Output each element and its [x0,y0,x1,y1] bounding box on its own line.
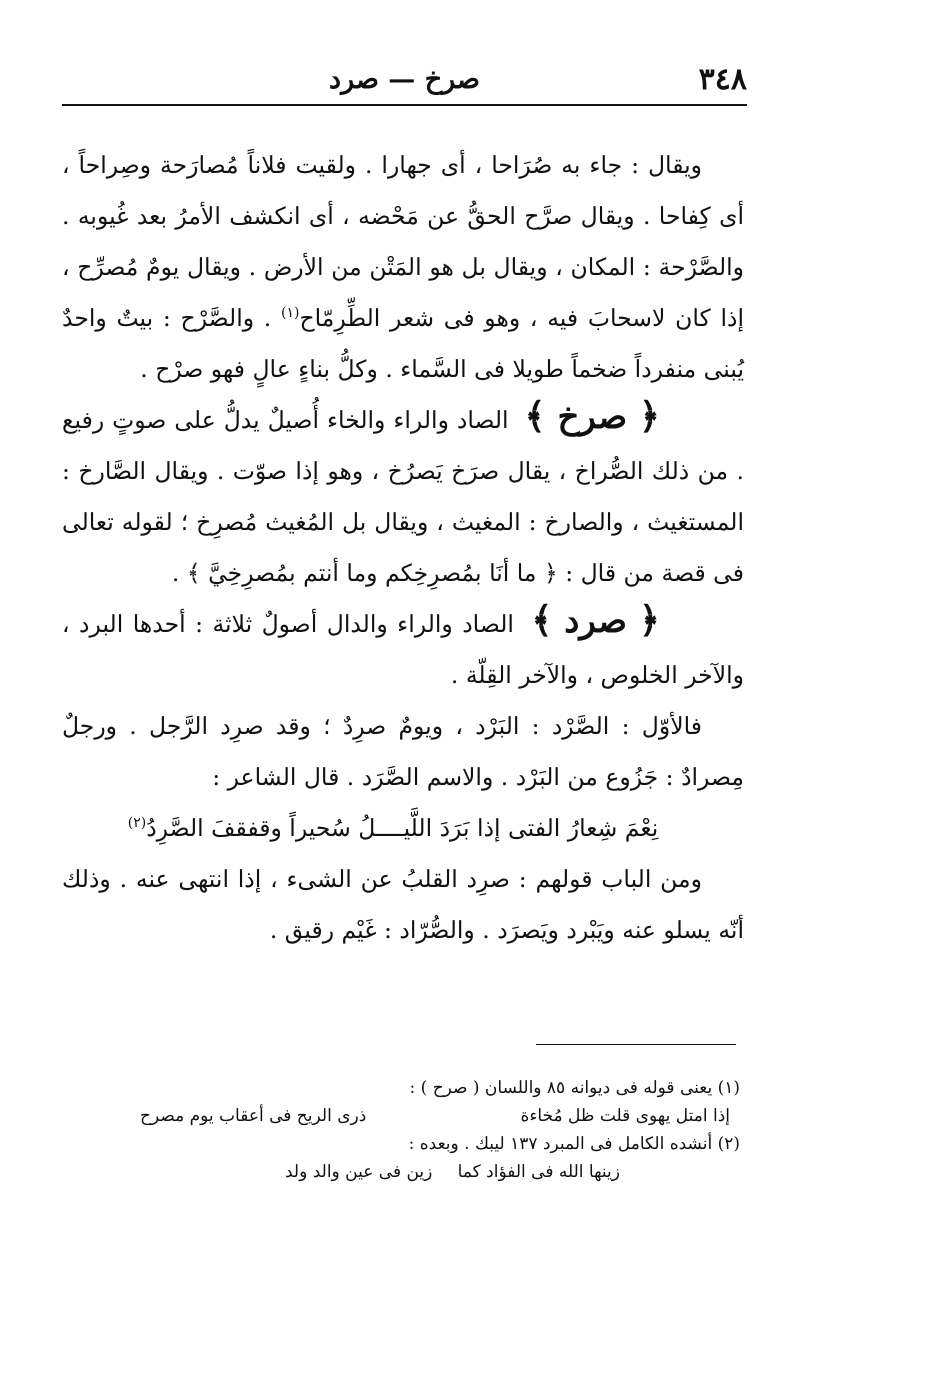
paragraph-text: الصاد والراء والخاء أُصيلٌ يدلُّ على صوتٍ رفيع . من ذلك الصُّراخ ، يقال صرَخ يَصرُخ ، وهو إذا صوّت . ويقال الصَّارخ : المستغيث ، والصارخ : المغيث ، ويقال بل المُغيث مُصرِخ ؛ لقوله تعالى فى قصة من قال : ﴿ ما أنَا بمُصرِخِكم وما أنتم بمُصرِخِيَّ ﴾ . [62,406,744,587]
poetry-verse [62,803,744,854]
body-text [62,140,744,956]
ornate-bracket-close: ﴾ [531,599,553,641]
paragraph-text: . والصَّرْح : بيتٌ واحدٌ يُبنى منفرداً ضخماً طويلا فى السَّماء . وكلُّ بناءٍ عالٍ فهو صرْح . [62,304,744,383]
ornate-bracket-open: ﴿ [638,599,660,641]
entry-sarad [62,599,744,701]
paragraph-text: ويقال : جاء به صُرَاحا ، أى جهارا . ولقيت فلاناً مُصارَحة وصِراحاً ، أى كِفاحا . ويقال صرَّح الحقُّ عن مَحْضه ، أى انكشف الأمرُ بعد غُيوبه . والصَّرْحة : المكان ، ويقال بل هو المَتْن من الأرض . ويقال يومٌ مُصرِّح ، إذا كان لاسحابَ فيه ، وهو فى شعر الطِّرِمّاح [62,151,744,332]
footnote-rule [536,1044,736,1045]
paragraph-text: الصاد والراء والدال أصولٌ ثلاثة : أحدها البرد ، والآخر الخلوص ، والآخر القِلّة . [62,610,744,689]
paragraph-sarh [62,140,744,395]
verse-hemistich: زينها الله فى الفؤاد كما [457,1162,620,1182]
ornate-bracket-close: ﴾ [524,395,546,437]
paragraph-heart: ومن الباب قولهم : صرِد القلبُ عن الشىء ، إذا انتهى عنه . وذلك أنّه يسلو عنه ويَبْرد ويَصرَد . والصُّرّاد : غَيْم رقيق . [62,865,744,944]
running-title: صرخ — صرد [329,64,480,95]
verse-hemistich: إذا امتل يهوى قلت ظل مُخاءة [520,1106,730,1126]
entry-heading-sarad [531,600,702,641]
footnote-ref-2: (٢) [127,815,147,832]
footnotes [140,1074,740,1186]
paragraph-first-root: فالأوّل : الصَّرْد : البَرْد ، ويومٌ صرِدٌ ؛ وقد صرِد الرَّجل . ورجلٌ مِصرادٌ : جَزُوع من البَرْد . والاسم الصَّرَد . قال الشاعر : [62,712,744,791]
entry-heading-sarakh [525,396,702,437]
footnote-1-verse [140,1102,740,1130]
page-number: ٣٤٨ [698,62,747,97]
header-rule [62,104,747,106]
entry-sarakh [62,395,744,599]
verse-hemistich: زين فى عين والد ولد [285,1162,433,1182]
footnote-2: (٢) أنشده الكامل فى المبرد ١٣٧ ليبك . وبعده : [408,1134,740,1154]
ornate-bracket-open: ﴿ [638,395,660,437]
verse-hemistich: ذرى الريح فى أعقاب يوم مصرح [140,1106,367,1126]
footnote-2-verse [140,1158,740,1186]
entry-heading-text: صرخ [557,397,628,437]
footnote-1: (١) يعنى قوله فى ديوانه ٨٥ واللسان ( صرح ) : [409,1078,740,1098]
footnote-ref-1: (١) [281,305,300,322]
entry-heading-text: صرد [564,601,628,641]
verse-text: نِعْمَ شِعارُ الفتى إذا بَرَدَ اللَّيــــلُ سُحيراً وقفقفَ الصَّرِدُ [146,814,659,842]
page-header [62,60,747,104]
